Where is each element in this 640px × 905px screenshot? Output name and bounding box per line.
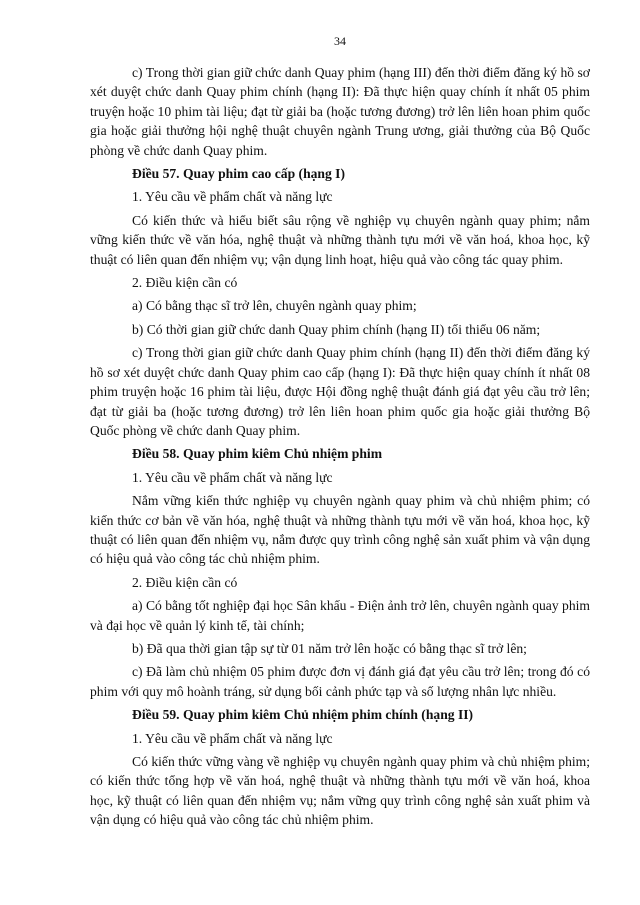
document-page: [90, 34, 590, 834]
paragraph: b) Có thời gian giữ chức danh Quay phim chính (hạng II) tối thiểu 06 năm;: [132, 321, 541, 337]
paragraph: 2. Điều kiện cần có: [132, 275, 238, 291]
document-body: [90, 63, 590, 830]
article-heading: Điều 59. Quay phim kiêm Chủ nhiệm phim chính (hạng II): [132, 707, 474, 723]
article-heading: Điều 57. Quay phim cao cấp (hạng I): [132, 166, 345, 182]
page-number: 34: [334, 34, 346, 48]
article-heading: Điều 58. Quay phim kiêm Chủ nhiệm phim: [132, 446, 383, 462]
paragraph: 1. Yêu cầu về phẩm chất và năng lực: [132, 730, 333, 746]
paragraph: a) Có bằng thạc sĩ trở lên, chuyên ngành quay phim;: [132, 298, 417, 314]
paragraph: Nắm vững kiến thức nghiệp vụ chuyên ngành quay phim và chủ nhiệm phim; có kiến thức cơ bản về văn hóa, nghệ thuật và những thành tựu mới về văn hoá, khoa học, kỹ thuật có liên quan đến nhiệm vụ, nắm được quy trình công nghệ sản xuất phim và vận dụng có hiệu quả vào công tác chủ nhiệm phim.: [90, 493, 590, 567]
paragraph: Có kiến thức và hiểu biết sâu rộng về nghiệp vụ chuyên ngành quay phim; nắm vững kiến thức về văn hóa, nghệ thuật và những thành tựu mới về văn hoá, khoa học, kỹ thuật có liên quan đến nhiệm vụ; vận dụng linh hoạt, hiệu quả vào công tác quay phim.: [90, 212, 590, 267]
paragraph: c) Đã làm chủ nhiệm 05 phim được đơn vị đánh giá đạt yêu cầu trở lên; trong đó có phim với quy mô hoành tráng, sử dụng bối cảnh phức tạp và số lượng nhân lực nhiều.: [90, 664, 590, 699]
paragraph: 1. Yêu cầu về phẩm chất và năng lực: [132, 189, 333, 205]
paragraph: c) Trong thời gian giữ chức danh Quay phim (hạng III) đến thời điểm đăng ký hồ sơ xét duyệt chức danh Quay phim chính (hạng II): Đã thực hiện quay chính ít nhất 05 phim truyện hoặc 10 phim tài liệu; đạt từ giải ba (hoặc tương đương) trở lên liên hoan phim quốc gia hoặc giải thưởng hội nghệ thuật chuyên ngành Trung ương, giải thưởng của Bộ Quốc phòng về chức danh Quay phim.: [90, 65, 590, 158]
paragraph: c) Trong thời gian giữ chức danh Quay phim chính (hạng II) đến thời điểm đăng ký hồ sơ xét duyệt chức danh Quay phim cao cấp (hạng I): Đã thực hiện quay chính ít nhất 08 phim truyện hoặc 16 phim tài liệu, được Hội đồng nghệ thuật đánh giá đạt yêu cầu trở lên; đạt từ giải ba (hoặc tương đương) trở lên liên hoan phim quốc gia hoặc giải thưởng Bộ Quốc phòng về chức danh Quay phim.: [90, 345, 590, 438]
paragraph: a) Có bằng tốt nghiệp đại học Sân khấu - Điện ảnh trở lên, chuyên ngành quay phim và đại học về quản lý kinh tế, tài chính;: [90, 598, 590, 633]
paragraph: 1. Yêu cầu về phẩm chất và năng lực: [132, 469, 333, 485]
paragraph: Có kiến thức vững vàng về nghiệp vụ chuyên ngành quay phim và chủ nhiệm phim; có kiến thức tổng hợp về văn hoá, nghệ thuật và những thành tựu mới về văn hoá, khoa học, kỹ thuật có liên quan đến nhiệm vụ; nắm vững quy trình công nghệ sản xuất phim và vận dụng có hiệu quả vào công tác chủ nhiệm phim.: [90, 754, 590, 828]
paragraph: b) Đã qua thời gian tập sự từ 01 năm trở lên hoặc có bằng thạc sĩ trở lên;: [132, 640, 527, 656]
paragraph: 2. Điều kiện cần có: [132, 574, 238, 590]
